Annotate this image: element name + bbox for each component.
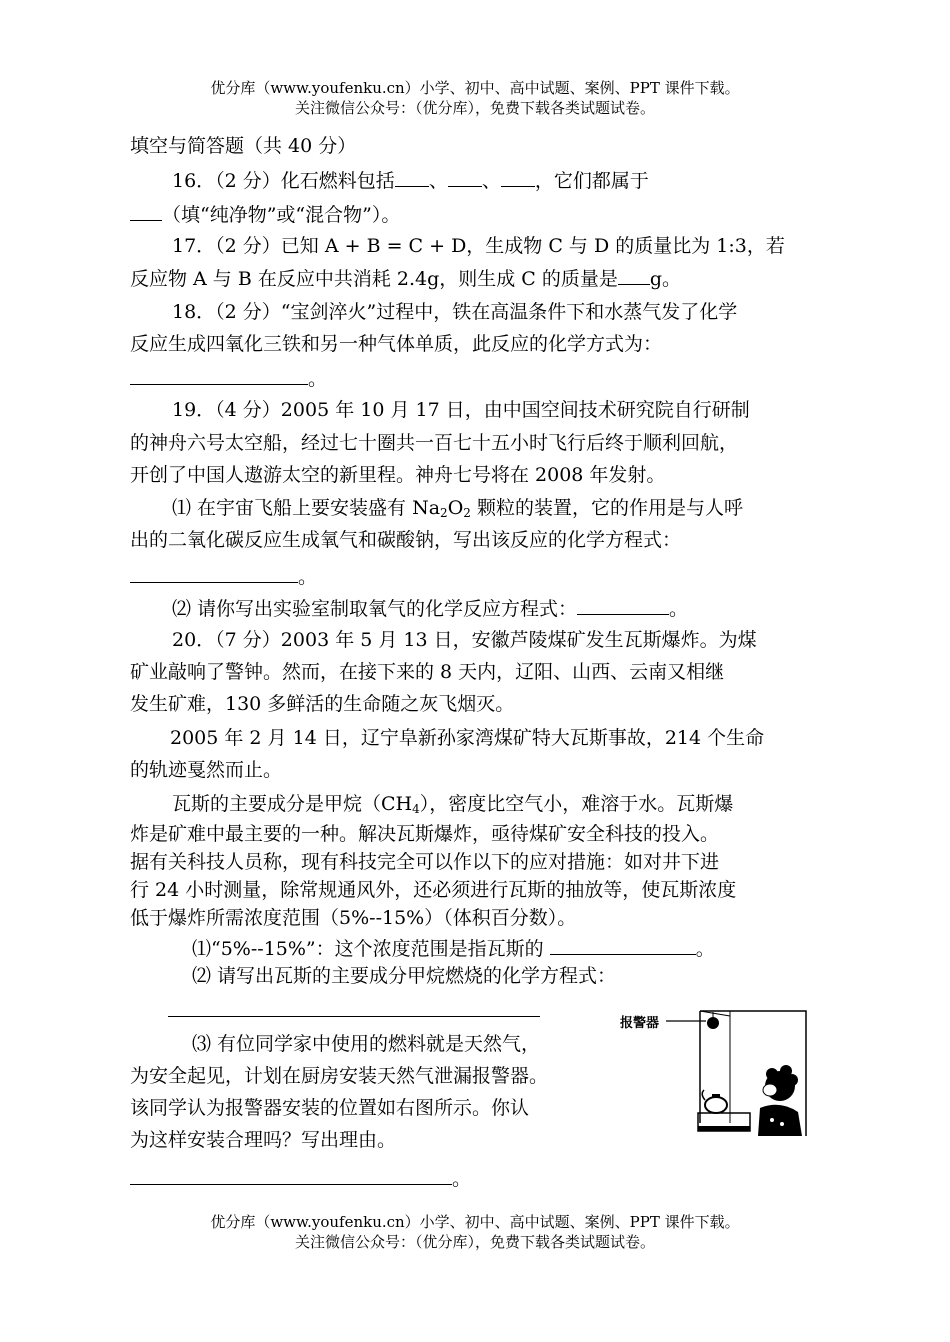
q19-sub1-line-1 (172, 494, 743, 522)
q20-sub3-line-2: 为安全起见，计划在厨房安装天然气泄漏报警器。 (130, 1065, 549, 1087)
q20-line-1: 20．（7 分）2003 年 5 月 13 日，安徽芦陵煤矿发生瓦斯爆炸。为煤 (172, 629, 757, 651)
q19-sub1-end: 。 (298, 566, 318, 588)
q20-para3-subscript: 4 (412, 802, 420, 816)
q19-sub1-line-2: 出的二氧化碳反应生成氧气和碳酸钠，写出该反应的化学方程式： (130, 529, 682, 551)
q20-sub3-line-4: 为这样安装合理吗？写出理由。 (130, 1129, 397, 1151)
q16-sep-2: 、 (481, 170, 501, 192)
q18-line-3 (130, 364, 327, 393)
q16-line-2 (130, 200, 400, 229)
header-line-1: 优分库（www.youfenku.cn）小学、初中、高中试题、案例、PPT 课件下载。 (210, 79, 740, 97)
q16-blank-4[interactable] (130, 200, 162, 221)
q20-para3-line-3: 据有关科技人员称，现有科技完全可以作以下的应对措施：如对井下进 (130, 851, 720, 873)
q19-sub2-text: ⑵ 请你写出实验室制取氧气的化学反应方程式： (172, 598, 578, 620)
q19-line-3: 开创了中国人遨游太空的新里程。神舟七号将在 2008 年发射。 (130, 464, 666, 486)
section-title: 填空与简答题（共 40 分） (130, 135, 357, 157)
q16-line-1 (172, 166, 649, 195)
q20-para3-line-2: 炸是矿难中最主要的一种。解决瓦斯爆炸，亟待煤矿安全科技的投入。 (130, 823, 720, 845)
q16-blank-1[interactable] (395, 166, 429, 187)
footer-line-2: 关注微信公众号：（优分库），免费下载各类试题试卷。 (294, 1233, 655, 1251)
q19-sub1-text-c: 颗粒的装置，它的作用是与人呼 (470, 497, 743, 519)
q20-sub1-text: ⑴“5%--15%”：这个浓度范围是指瓦斯的 (192, 938, 544, 960)
q20-sub1-blank[interactable] (550, 934, 696, 955)
q19-sub2-line (172, 594, 688, 623)
q20-sub3-end: 。 (452, 1168, 472, 1190)
q20-sub1-line (192, 934, 715, 963)
q17-text: 反应物 A 与 B 在反应中共消耗 2.4g，则生成 C 的质量是 (130, 268, 618, 290)
q17-line-1: 17．（2 分）已知 A + B = C + D，生成物 C 与 D 的质量比为 1:3，若 (172, 235, 785, 257)
q19-sub1-blank[interactable] (130, 562, 298, 583)
q20-para3-line-4: 行 24 小时测量，除常规通风外，还必须进行瓦斯的抽放等，使瓦斯浓度 (130, 879, 737, 901)
q18-end: 。 (308, 368, 328, 390)
q20-sub2-line: ⑵ 请写出瓦斯的主要成分甲烷燃烧的化学方程式： (192, 965, 617, 987)
q20-sub3-line-1: ⑶ 有位同学家中使用的燃料就是天然气， (192, 1033, 541, 1055)
q19-sub1-subscript-1: 2 (440, 506, 448, 520)
q16-blank-2[interactable] (448, 166, 482, 187)
q18-blank[interactable] (130, 364, 308, 385)
q17-line-2 (130, 264, 681, 293)
header-line-2: 关注微信公众号：（优分库），免费下载各类试题试卷。 (294, 99, 655, 117)
q16-sep-1: 、 (428, 170, 448, 192)
q16-text-3: （填“纯净物”或“混合物”）。 (162, 204, 401, 226)
q19-sub1-text-a: ⑴ 在宇宙飞船上要安装盛有 Na (172, 497, 441, 519)
q20-para3-text-a: 瓦斯的主要成分是甲烷（CH (172, 793, 413, 815)
q20-line-3: 发生矿难，130 多鲜活的生命随之灰飞烟灭。 (130, 693, 515, 715)
alarm-label: 报警器 (620, 1016, 660, 1031)
q20-para3-line-5: 低于爆炸所需浓度范围（5%--15%）（体积百分数）。 (130, 907, 577, 929)
q20-sub2-answer-line[interactable] (168, 1016, 540, 1017)
q19-line-1: 19．（4 分）2005 年 10 月 17 日，由中国空间技术研究院自行研制 (172, 399, 750, 421)
footer-line-1: 优分库（www.youfenku.cn）小学、初中、高中试题、案例、PPT 课件下载。 (210, 1213, 740, 1231)
q17-unit: g。 (649, 268, 682, 290)
q20-para2-line-1: 2005 年 2 月 14 日，辽宁阜新孙家湾煤矿特大瓦斯事故，214 个生命 (170, 727, 765, 749)
q20-sub3-blank[interactable] (130, 1164, 452, 1185)
q16-text-1: 16．（2 分）化石燃料包括 (172, 170, 395, 192)
q19-sub2-end: 。 (669, 598, 689, 620)
q20-line-2: 矿业敲响了警钟。然而，在接下来的 8 天内，辽阳、山西、云南又相继 (130, 661, 725, 683)
q20-para3-text-b: ），密度比空气小，难溶于水。瓦斯爆 (419, 793, 734, 815)
q20-para2-line-2: 的轨迹戛然而止。 (130, 759, 283, 781)
kitchen-scene (620, 1008, 810, 1138)
q19-sub2-blank[interactable] (577, 594, 669, 615)
q20-sub1-end: 。 (695, 938, 715, 960)
kitchen-alarm-figure (620, 1008, 810, 1138)
q19-sub1-subscript-2: 2 (463, 506, 471, 520)
q16-text-2: ，它们都属于 (534, 170, 649, 192)
q19-sub1-line-3 (130, 562, 317, 591)
q20-para3-line-1 (172, 790, 733, 818)
q18-line-1: 18．（2 分）“宝剑淬火”过程中，铁在高温条件下和水蒸气发了化学 (172, 301, 738, 323)
q16-blank-3[interactable] (501, 166, 535, 187)
q19-line-2: 的神舟六号太空船，经过七十圈共一百七十五小时飞行后终于顺利回航， (130, 432, 739, 454)
alarm-icon (707, 1017, 719, 1029)
q17-blank[interactable] (618, 264, 650, 285)
q19-sub1-text-b: O (447, 497, 464, 519)
q20-sub3-line-5 (130, 1164, 471, 1193)
q18-line-2: 反应生成四氧化三铁和另一种气体单质，此反应的化学方式为： (130, 333, 663, 355)
q20-sub3-line-3: 该同学认为报警器安装的位置如右图所示。你认 (130, 1097, 530, 1119)
